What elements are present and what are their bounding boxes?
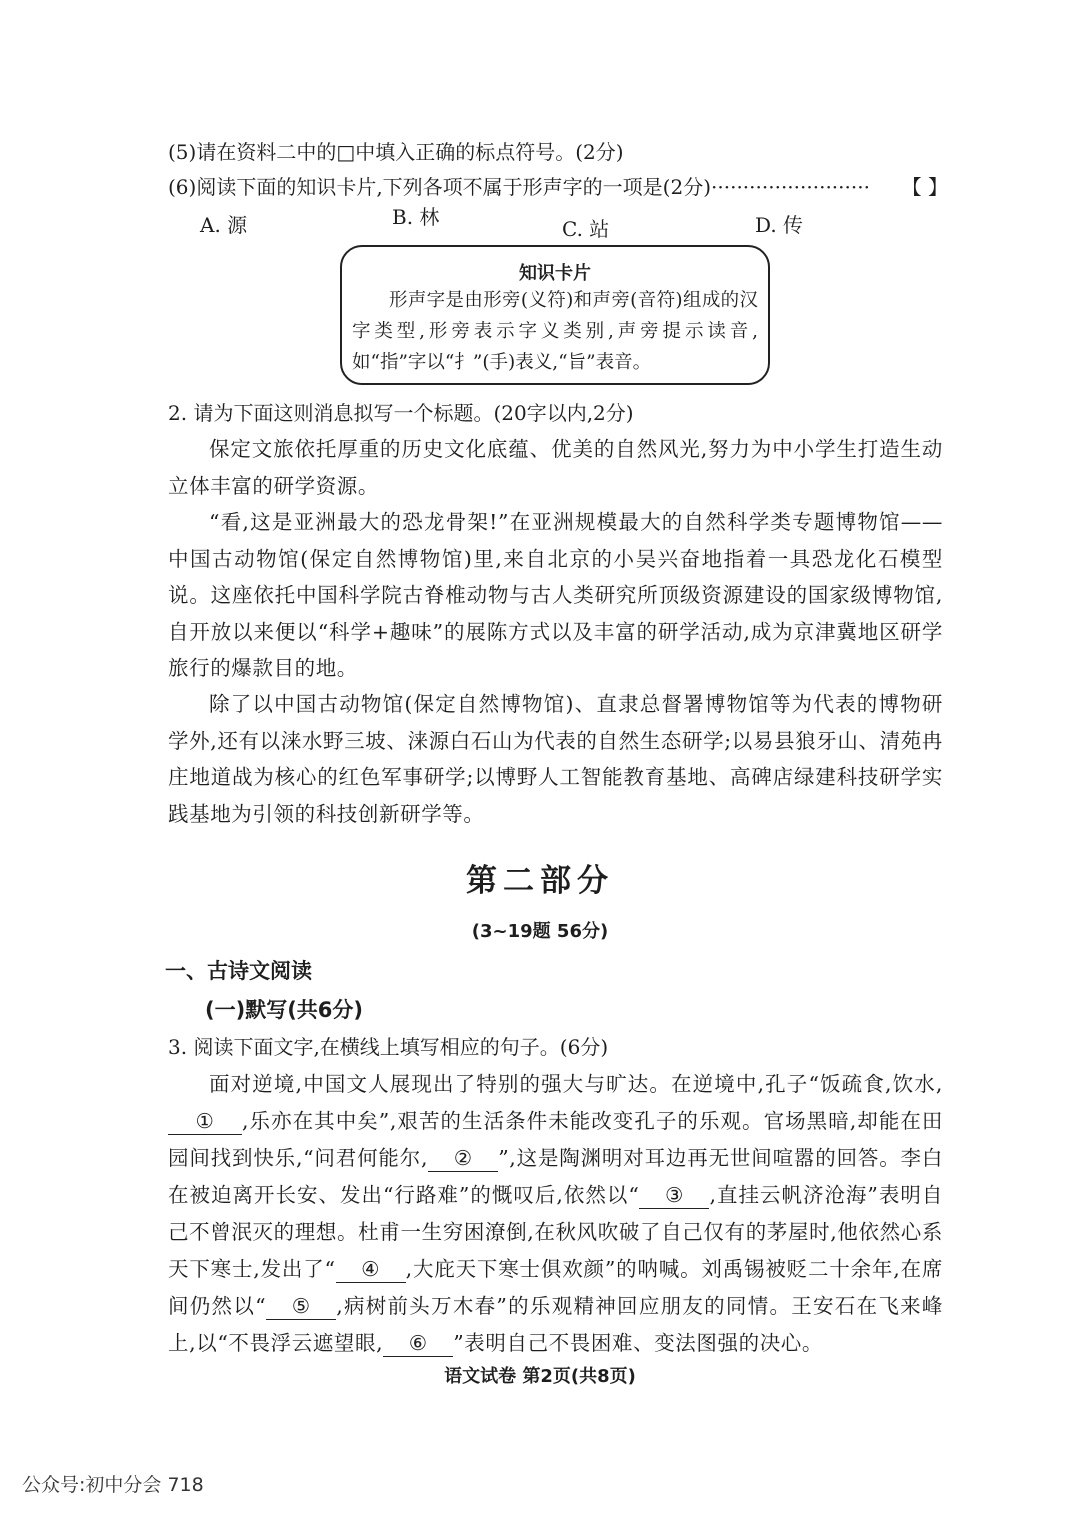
- knowledge-card-title: 知识卡片: [519, 263, 591, 284]
- q3-segment: ,大庇天下寒士俱欢颜”的呐喊。刘禹锡被贬二十余年,在席间仍然以“: [168, 1257, 943, 1318]
- answer-options: [200, 203, 820, 243]
- option-d: D. 传: [755, 213, 804, 237]
- question-2-title: 2. 请为下面这则消息拟写一个标题。(20字以内,2分): [168, 401, 634, 425]
- q3-segment: ,病树前头万木春”的乐观精神回应朋友的同情。王安石在飞来峰上,以“不畏浮云遮望眼,: [168, 1294, 943, 1355]
- watermark: 公众号:初中分会 718: [22, 1474, 204, 1496]
- part-two-subtitle: (3~19题 56分): [471, 921, 609, 942]
- section-heading: 一、古诗文阅读: [165, 959, 312, 983]
- q3-segment: ,乐亦在其中矣”,艰苦的生活条件未能改变孔子的乐观。官场黑暗,却能在田园间找到快乐,“问君何能尔,: [168, 1109, 943, 1170]
- fill-blank-5[interactable]: ⑤: [266, 1293, 336, 1320]
- part-two-title: 第二部分: [466, 863, 614, 899]
- knowledge-card-body: 形声字是由形旁(义符)和声旁(音符)组成的汉字类型,形旁表示字义类别,声旁提示读音,如“指”字以“扌”(手)表义,“旨”表音。: [352, 290, 758, 373]
- q3-segment: ,直挂云帆济沧海”表明自己不曾泯灭的理想。杜甫一生穷困潦倒,在秋风吹破了自己仅有的茅屋时,他依然心系天下寒士,发出了“: [168, 1183, 943, 1281]
- option-b: B. 林: [392, 205, 440, 229]
- q3-segment: ”,这是陶渊明对耳边再无世间喧嚣的回答。李白在被迫离开长安、发出“行路难”的慨叹后,依然以“: [168, 1146, 943, 1207]
- knowledge-card: [340, 245, 770, 385]
- question-1-5: (5)请在资料二中的□中填入正确的标点符号。(2分): [168, 140, 624, 164]
- question-1-6: [168, 172, 948, 202]
- fill-blank-4[interactable]: ④: [336, 1256, 406, 1283]
- news-paragraph-1: 保定文旅依托厚重的历史文化底蕴、优美的自然风光,努力为中小学生打造生动立体丰富的研学资源。: [168, 437, 943, 498]
- answer-bracket: 【 】: [901, 175, 948, 199]
- q3-segment: 面对逆境,中国文人展现出了特别的强大与旷达。在逆境中,孔子“饭疏食,饮水,: [209, 1072, 943, 1096]
- fill-blank-3[interactable]: ③: [639, 1182, 709, 1209]
- option-c: C. 站: [562, 217, 610, 241]
- subsection-heading: (一)默写(共6分): [205, 998, 364, 1022]
- question-3-title: 3. 阅读下面文字,在横线上填写相应的句子。(6分): [168, 1035, 609, 1059]
- page-footer: 语文试卷 第2页(共8页): [444, 1366, 636, 1387]
- fill-blank-2[interactable]: ②: [428, 1145, 498, 1172]
- question-1-6-text: (6)阅读下面的知识卡片,下列各项不属于形声字的一项是(2分)·························: [168, 175, 870, 199]
- news-paragraph-3: 除了以中国古动物馆(保定自然博物馆)、直隶总督署博物馆等为代表的博物研学外,还有以涞水野三坡、涞源白石山为代表的自然生态研学;以易县狼牙山、清苑冉庄地道战为核心的红色军事研学;以博野人工智能教育基地、高碑店绿建科技研学实践基地为引领的科技创新研学等。: [168, 692, 943, 826]
- question-3-text: [168, 1066, 943, 1362]
- option-a: A. 源: [200, 213, 248, 237]
- news-paragraph-2: “看,这是亚洲最大的恐龙骨架!”在亚洲规模最大的自然科学类专题博物馆——中国古动物馆(保定自然博物馆)里,来自北京的小吴兴奋地指着一具恐龙化石模型说。这座依托中国科学院古脊椎动物与古人类研究所顶级资源建设的国家级博物馆,自开放以来便以“科学+趣味”的展陈方式以及丰富的研学活动,成为京津冀地区研学旅行的爆款目的地。: [168, 510, 943, 680]
- q3-segment: ”表明自己不畏困难、变法图强的决心。: [453, 1331, 823, 1355]
- fill-blank-1[interactable]: ①: [168, 1108, 242, 1135]
- fill-blank-6[interactable]: ⑥: [383, 1330, 453, 1357]
